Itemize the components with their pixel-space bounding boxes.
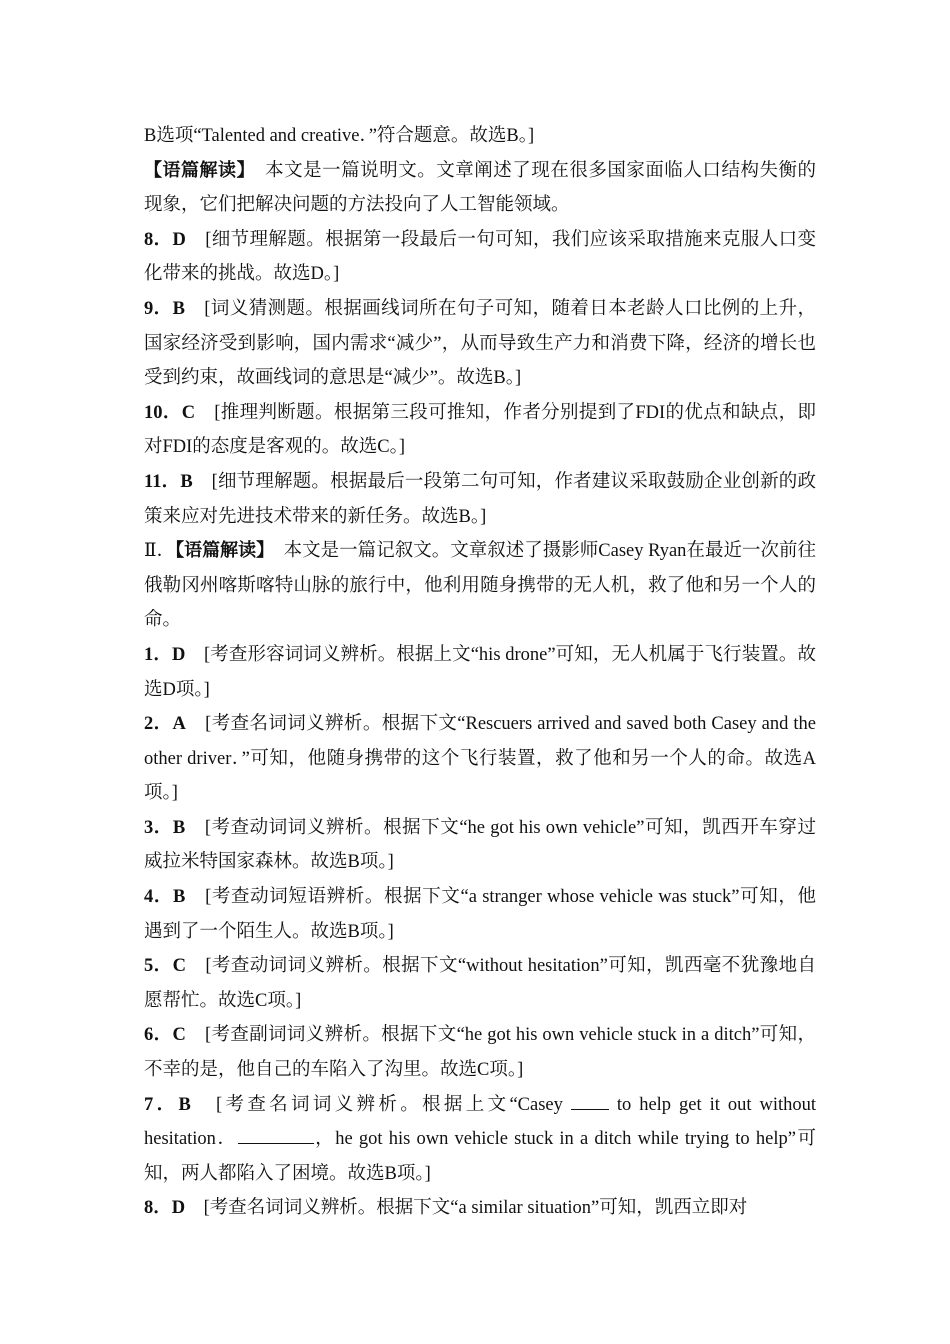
answer-number: 3．B [144,817,186,838]
cloze-answer-4: 4．B [考查动词短语辨析。根据下文“a stranger whose vehicle was stuck”可知，他遇到了一个陌生人。故选B项。] [144,887,816,942]
cloze-answer-8: 8．D [考查名词词义辨析。根据下文“a similar situation”可知，凯西立即对 [144,1198,748,1219]
cloze-answer-6: 6．C [考查副词词义辨析。根据下文“he got his own vehicle stuck in a ditch”可知，不幸的是，他自己的车陷入了沟里。故选C项。] [144,1025,816,1081]
passage-summary-2: Ⅱ．【语篇解读】 本文是一篇记叙文。文章叙述了摄影师Casey Ryan在最近一次前往俄勒冈州喀斯喀特山脉的旅行中，他利用随身携带的无人机，救了他和另一个人的命。 [144,540,816,631]
answer-number: 10．C [144,402,196,423]
passage-summary-1: 【语篇解读】 本文是一篇说明文。文章阐述了现在很多国家面临人口结构失衡的现象，它们把解决问题的方法投向了人工智能领域。 [144,159,816,216]
answer-key-page [144,119,816,1226]
blank-line [571,1092,609,1110]
answer-number: 5．C [144,956,186,977]
answer-number: 2．A [144,714,186,735]
cloze-answer-2: 2．A [考查名词词义辨析。根据下文“Rescuers arrived and saved both Casey and the other driver．”可知，他随身携带的这个飞行装置，救了他和另一个人的命。故选A项。] [144,714,816,804]
cloze-answer-3: 3．B [考查动词词义辨析。根据下文“he got his own vehicle”可知，凯西开车穿过威拉米特国家森林。故选B项。] [144,817,816,873]
cloze-answer-5: 5．C [考查动词词义辨析。根据下文“without hesitation”可知，凯西毫不犹豫地自愿帮忙。故选C项。] [144,956,816,1011]
cloze-answer-7: 7．B [考查名词词义辨析。根据上文“Casey to help get it out without hesitation． ，he got his own vehicle stuck in a ditch while trying to help”可知，两人都陷入了困境。故选B项。] [144,1088,816,1192]
answer-10: 10．C [推理判断题。根据第三段可推知，作者分别提到了FDI的优点和缺点，即对FDI的态度是客观的。故选C。] [144,402,816,458]
answer-number: 1．D [144,644,186,665]
prev-answer-tail: B选项“Talented and creative．”符合题意。故选B。] [144,126,535,146]
answer-number: 9．B [144,298,185,319]
summary-tag: 【语篇解读】 [175,540,266,562]
answer-11: 11．B [细节理解题。根据最后一段第二句可知，作者建议采取鼓励企业创新的政策来应对先进技术带来的新任务。故选B。] [144,471,816,527]
answer-9: 9．B [词义猜测题。根据画线词所在句子可知，随着日本老龄人口比例的上升，国家经济受到影响，国内需求“减少”，从而导致生产力和消费下降，经济的增长也受到约束，故画线词的意思是“减少”。故选B。] [144,298,816,389]
answer-number: 7．B [144,1094,191,1115]
answer-number: 8．D [144,229,186,250]
answer-number: 4．B [144,887,186,908]
answer-number: 6．C [144,1025,186,1046]
blank-line [238,1127,314,1145]
summary-tag: 【语篇解读】 [144,159,247,181]
answer-number: 11．B [144,471,193,492]
cloze-answer-1: 1．D [考查形容词词义辨析。根据上文“his drone”可知，无人机属于飞行装置。故选D项。] [144,644,816,700]
section-number: Ⅱ． [144,541,176,562]
answer-number: 8．D [144,1198,186,1219]
answer-8: 8．D [细节理解题。根据第一段最后一句可知，我们应该采取措施来克服人口变化带来的挑战。故选D。] [144,229,816,285]
